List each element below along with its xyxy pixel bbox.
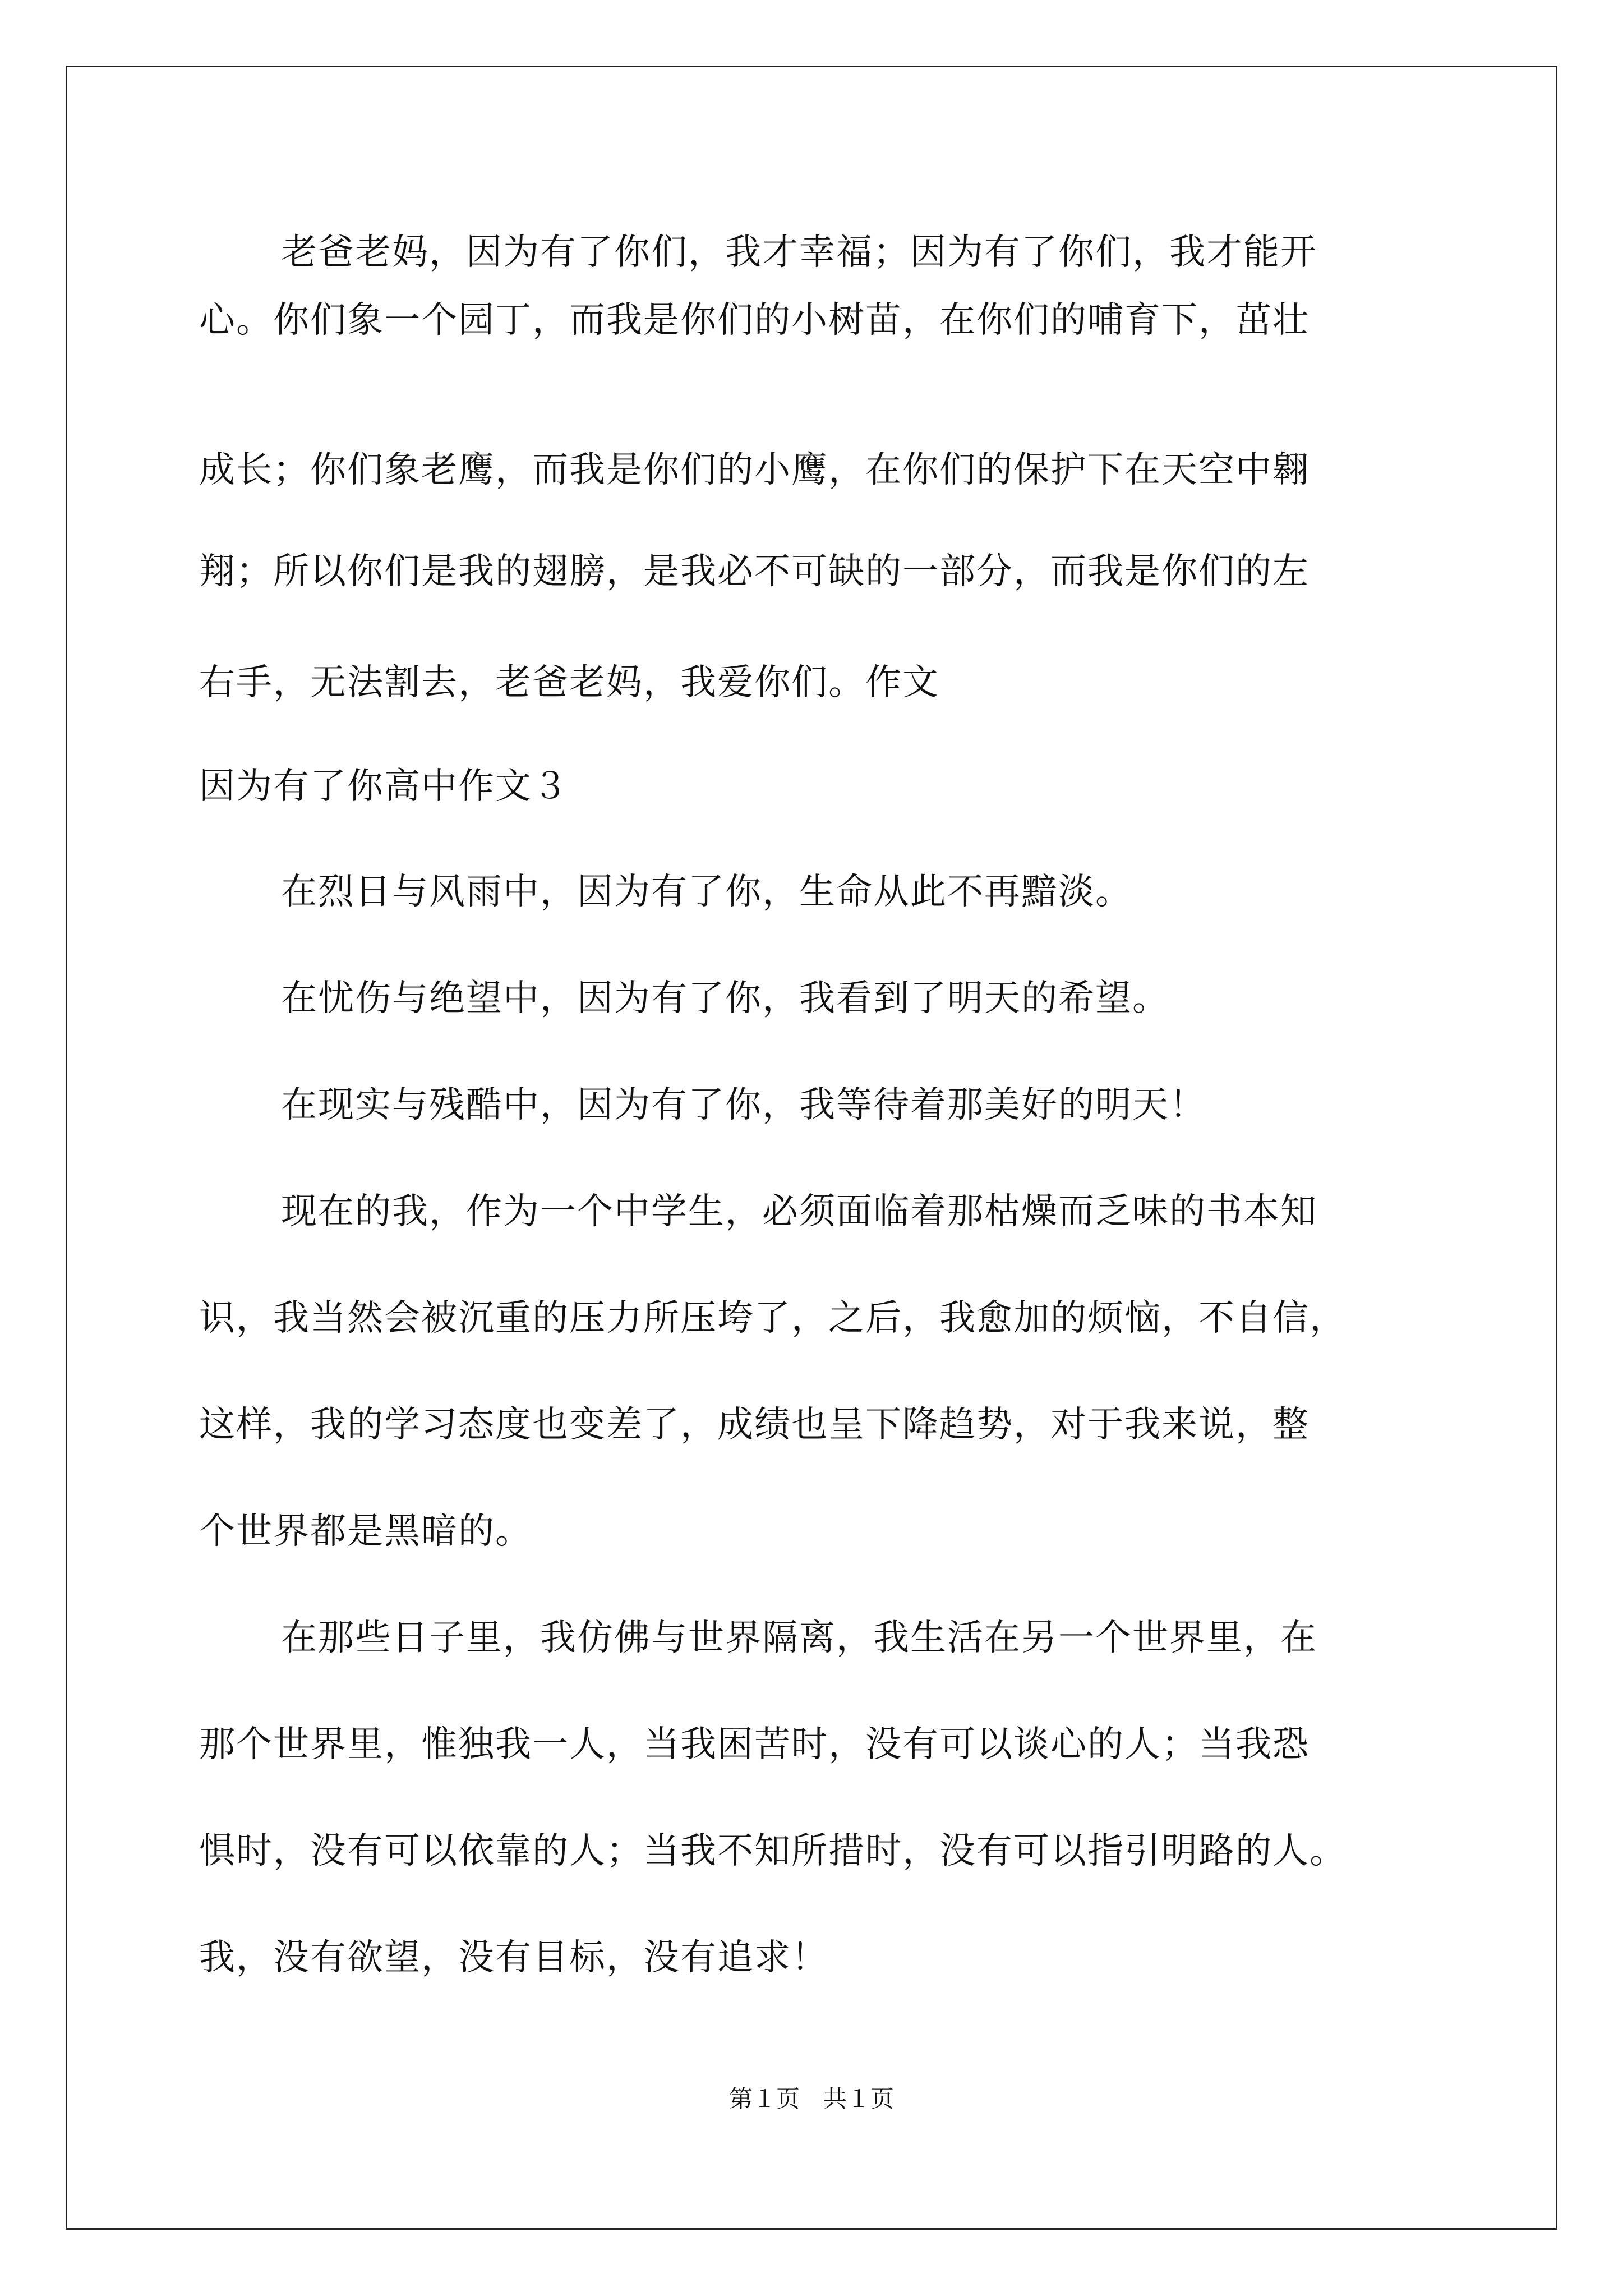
section-title: 因为有了你高中作文３ [199,766,569,807]
paragraph-line: 在忧伤与绝望中，因为有了你，我看到了明天的希望。 [281,978,1169,1019]
paragraph-line: 那个世界里，惟独我一人，当我困苦时，没有可以谈心的人；当我恐 [199,1724,1310,1765]
paragraph-line: 在那些日子里，我仿佛与世界隔离，我生活在另一个世界里，在 [281,1617,1317,1659]
paragraph-line: 这样，我的学习态度也变差了，成绩也呈下降趋势，对于我来说，整 [199,1404,1310,1446]
paragraph-line: 个世界都是黑暗的。 [199,1511,532,1552]
paragraph-line: 翔；所以你们是我的翅膀，是我必不可缺的一部分，而我是你们的左 [199,551,1310,592]
paragraph-line: 右手，无法割去，老爸老妈，我爱你们。作文 [199,662,939,703]
page-footer: 第１页 共１页 [728,2085,894,2113]
paragraph-line: 老爸老妈，因为有了你们，我才幸福；因为有了你们，我才能开 [281,232,1317,273]
paragraph-line: 在烈日与风雨中，因为有了你，生命从此不再黯淡。 [281,871,1132,913]
page-border [66,66,1557,2230]
paragraph-line: 心。你们象一个园丁，而我是你们的小树苗，在你们的哺育下，茁壮 [199,300,1310,341]
paragraph-line: 识，我当然会被沉重的压力所压垮了，之后，我愈加的烦恼，不自信， [199,1297,1347,1339]
paragraph-line: 现在的我，作为一个中学生，必须面临着那枯燥而乏味的书本知 [281,1191,1317,1232]
paragraph-line: 我，没有欲望，没有目标，没有追求！ [199,1937,828,1978]
paragraph-line: 惧时，没有可以依靠的人；当我不知所措时，没有可以指引明路的人。 [199,1830,1347,1872]
paragraph-line: 成长；你们象老鹰，而我是你们的小鹰，在你们的保护下在天空中翱 [199,449,1310,491]
paragraph-line: 在现实与残酷中，因为有了你，我等待着那美好的明天！ [281,1084,1206,1126]
